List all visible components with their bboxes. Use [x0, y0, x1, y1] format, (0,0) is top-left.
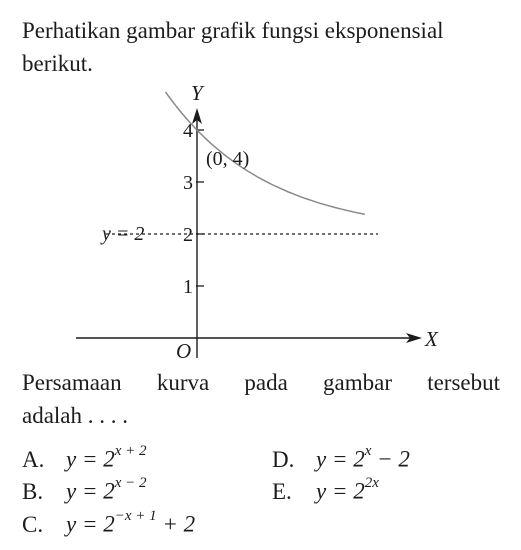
option-base: y = 2 [66, 511, 115, 537]
option-base: y = 2 [316, 446, 365, 472]
exponential-curve [166, 92, 366, 214]
option-b[interactable] [22, 475, 147, 505]
x-axis-label: X [425, 327, 438, 351]
question-intro: Perhatikan gambar grafik fungsi eksponensial berikut. [22, 18, 444, 76]
y-ticks [183, 120, 204, 298]
option-tail: + 2 [156, 511, 196, 537]
option-letter: E. [272, 478, 292, 504]
option-a[interactable] [22, 443, 147, 473]
option-d[interactable] [272, 443, 410, 473]
y-tick-label: 1 [183, 276, 193, 298]
option-letter: A. [22, 446, 45, 472]
y-tick-label: 3 [183, 172, 193, 194]
option-exponent: x + 2 [114, 443, 147, 459]
y-axis-label: Y [191, 81, 203, 105]
option-letter: D. [272, 446, 295, 472]
option-letter: B. [22, 478, 44, 504]
origin-label: O [176, 339, 192, 363]
option-exponent: x − 2 [114, 475, 147, 491]
question-ask-line1: Persamaan kurva pada gambar tersebut [22, 370, 500, 395]
option-base: y = 2 [316, 478, 365, 504]
option-letter: C. [22, 511, 44, 537]
question-ask-line2: adalah . . . . [22, 403, 129, 428]
y-tick-label: 4 [183, 120, 193, 142]
option-c[interactable] [22, 508, 196, 538]
y-tick-label: 2 [183, 224, 193, 246]
option-tail: − 2 [371, 446, 410, 472]
option-exponent: −x + 1 [114, 508, 157, 524]
option-e[interactable] [272, 475, 379, 505]
option-base: y = 2 [66, 446, 115, 472]
option-exponent: x [364, 443, 372, 459]
option-exponent: 2x [364, 475, 379, 491]
question-prompt [22, 366, 500, 432]
option-base: y = 2 [66, 478, 115, 504]
asymptote-label: y = 2 [102, 223, 145, 245]
point-label: (0, 4) [206, 148, 250, 170]
